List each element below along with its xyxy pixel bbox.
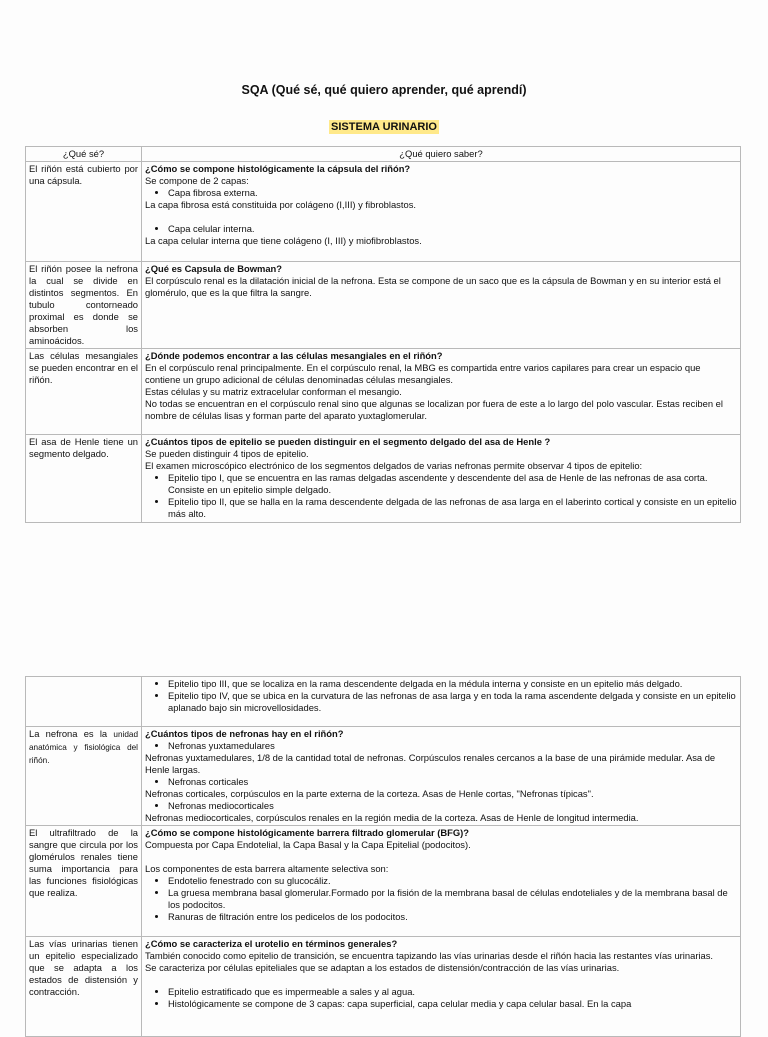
- answer-text: Se compone de 2 capas:: [145, 175, 249, 186]
- answer-text: Nefronas mediocorticales, corpúsculos renales en la región media de la corteza. Asas de Henle de longitud intermedia.: [145, 812, 639, 823]
- bullet-item: • Epitelio tipo III, que se localiza en la rama descendente delgada en la médula interna y consiste en un epitelio más delgado.: [168, 678, 737, 690]
- table-row: [26, 349, 741, 435]
- bullet-item: • Endotelio fenestrado con su glucocáliz.: [168, 875, 737, 887]
- answer-text: Se caracteriza por células epiteliales que se adaptan a los estados de distensión/contracción de las vías urinarias.: [145, 962, 620, 973]
- bullet-item: • Nefronas yuxtamedulares: [168, 740, 737, 752]
- answer-text: Nefronas yuxtamedulares, 1/8 de la cantidad total de nefronas. Corpúsculos renales cercanos a la base de una pirámide medular. Asa de Henle largas.: [145, 752, 716, 775]
- known-cell: Las vías urinarias tienen un epitelio especializado que se adapta a los estados de distensión y contracción.: [26, 937, 142, 1037]
- question-text: ¿Cuántos tipos de epitelio se pueden distinguir en el segmento delgado del asa de Henle ?: [145, 436, 551, 447]
- table-row: [26, 162, 741, 262]
- bullet-item: • Histológicamente se compone de 3 capas: capa superficial, capa celular media y capa celular basal. En la capa: [168, 998, 737, 1010]
- answer-text: El corpúsculo renal es la dilatación inicial de la nefrona. Esta se compone de un saco que es la cápsula de Bowman y en su interior está el glomérulo, que es la que filtra la sangre.: [145, 275, 721, 298]
- question-text: ¿Dónde podemos encontrar a las células mesangiales en el riñón?: [145, 350, 443, 361]
- answer-text: La capa celular interna que tiene colágeno (I, III) y miofibroblastos.: [145, 235, 422, 246]
- answer-text: Nefronas corticales, corpúsculos en la parte externa de la corteza. Asas de Henle cortas, "Nefronas típicas".: [145, 788, 594, 799]
- known-cell: El asa de Henle tiene un segmento delgado.: [26, 435, 142, 523]
- known-cell: El ultrafiltrado de la sangre que circula por los glomérulos renales tiene suma importancia para las funciones fisiológicas que realiza.: [26, 826, 142, 937]
- question-cell: [142, 826, 741, 937]
- question-text: ¿Cuántos tipos de nefronas hay en el riñón?: [145, 728, 344, 739]
- known-text-small: unidad anatómica y fisiológica del riñón.: [29, 730, 138, 765]
- known-cell: [26, 677, 142, 727]
- question-cell: [142, 349, 741, 435]
- table-row: [26, 262, 741, 349]
- known-text: La nefrona es la: [29, 728, 108, 739]
- bullet-item: • Epitelio tipo I, que se encuentra en las ramas delgadas ascendente y descendente del asa de Henle de las nefronas de asa corta. Consiste en un epitelio simple delgado.: [168, 472, 737, 496]
- question-cell: [142, 937, 741, 1037]
- bullet-item: • Nefronas corticales: [168, 776, 737, 788]
- answer-text: El examen microscópico electrónico de los segmentos delgados de varias nefronas permite observar 4 tipos de epitelio:: [145, 460, 643, 471]
- answer-text: Se pueden distinguir 4 tipos de epitelio.: [145, 448, 309, 459]
- known-cell: Las células mesangiales se pueden encontrar en el riñón.: [26, 349, 142, 435]
- answer-text: También conocido como epitelio de transición, se encuentra tapizando las vías urinarias desde el riñón hacia las restantes vías urinarias.: [145, 950, 714, 961]
- answer-text: No todas se encuentran en el corpúsculo renal sino que algunas se localizan por fuera de este a lo largo del polo vascular. Estas reciben el nombre de células lisas y forman parte del aparato yuxtaglomerular.: [145, 398, 723, 421]
- bullet-item: • Epitelio tipo IV, que se ubica en la curvatura de las nefronas de asa larga y en toda la rama ascendente delgada y consiste en un epitelio aplanado bajo sin microvellosidades.: [168, 690, 737, 714]
- table-row: [26, 826, 741, 937]
- question-text: ¿Cómo se caracteriza el urotelio en términos generales?: [145, 938, 398, 949]
- bullet-item: • Capa celular interna.: [168, 223, 737, 235]
- section-title: SISTEMA URINARIO: [331, 121, 437, 133]
- bullet-item: • Epitelio tipo II, que se halla en la rama descendente delgada de las nefronas de asa larga en el laberinto cortical y consiste en un epitelio más alto.: [168, 496, 737, 520]
- question-cell: [142, 727, 741, 826]
- known-cell: [26, 727, 142, 826]
- header-que-quiero-saber: ¿Qué quiero saber?: [142, 147, 741, 162]
- answer-text: Compuesta por Capa Endotelial, la Capa Basal y la Capa Epitelial (podocitos).: [145, 839, 471, 850]
- question-text: ¿Qué es Capsula de Bowman?: [145, 263, 283, 274]
- table-row: [26, 435, 741, 523]
- header-que-se: ¿Qué sé?: [26, 147, 142, 162]
- answer-text: En el corpúsculo renal principalmente. En el corpúsculo renal, la MBG es compartida entre varios capilares para crear un espacio que contiene un grupo adicional de células denominadas células mesangiales.: [145, 362, 701, 385]
- answer-text: Estas células y su matriz extracelular conforman el mesangio.: [145, 386, 402, 397]
- answer-text: Los componentes de esta barrera altamente selectiva son:: [145, 863, 389, 874]
- table-row: [26, 937, 741, 1037]
- question-cell: [142, 677, 741, 727]
- sqa-table-part-2: [25, 676, 741, 1037]
- bullet-item: • La gruesa membrana basal glomerular.Formado por la fisión de la membrana basal de células endoteliales y de la membrana basal de los podocitos.: [168, 887, 737, 911]
- question-text: ¿Cómo se compone histológicamente barrera filtrado glomerular (BFG)?: [145, 827, 470, 838]
- table-header-row: [26, 147, 741, 162]
- question-text: ¿Cómo se compone histológicamente la cápsula del riñón?: [145, 163, 411, 174]
- page-title: SQA (Qué sé, qué quiero aprender, qué aprendí): [241, 83, 527, 97]
- table-row: [26, 677, 741, 727]
- question-cell: [142, 435, 741, 523]
- table-row: [26, 727, 741, 826]
- question-cell: [142, 162, 741, 262]
- question-cell: [142, 262, 741, 349]
- bullet-item: • Nefronas mediocorticales: [168, 800, 737, 812]
- bullet-item: • Epitelio estratificado que es impermeable a sales y al agua.: [168, 986, 737, 998]
- answer-text: La capa fibrosa está constituida por colágeno (I,III) y fibroblastos.: [145, 199, 416, 210]
- known-cell: El riñón posee la nefrona la cual se divide en distintos segmentos. En tubulo contorneado proximal es donde se absorben los aminoácidos.: [26, 262, 142, 349]
- bullet-item: • Ranuras de filtración entre los pedicelos de los podocitos.: [168, 911, 737, 923]
- known-cell: El riñón está cubierto por una cápsula.: [26, 162, 142, 262]
- bullet-item: • Capa fibrosa externa.: [168, 187, 737, 199]
- sqa-table-part-1: [25, 146, 741, 523]
